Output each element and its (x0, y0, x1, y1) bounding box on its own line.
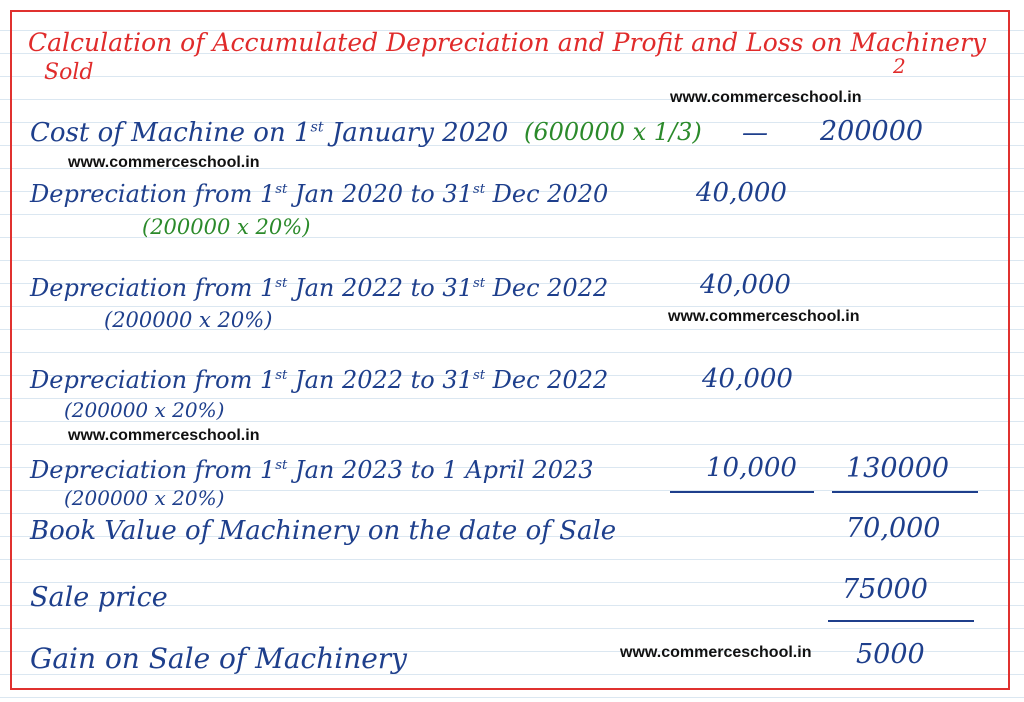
book-value-amount: 70,000 (846, 513, 941, 544)
accumulated-depreciation-total: 130000 (846, 453, 950, 484)
cost-label: Cost of Machine on 1st January 2020 (30, 118, 509, 148)
final-rule (828, 620, 974, 622)
title-line-1: Calculation of Accumulated Depreciation and Profit and Loss on Machinery (28, 28, 987, 57)
depreciation-2020-label: Depreciation from 1st Jan 2020 to 31st Dec 2020 (30, 180, 609, 208)
watermark: www.commerceschool.in (670, 89, 862, 106)
depreciation-2022-value: 40,000 (700, 270, 791, 300)
title-line-2: Sold (44, 60, 94, 85)
gain-amount: 5000 (856, 639, 925, 670)
subtotal-rule (670, 491, 814, 493)
depreciation-2022-note: (200000 x 20%) (104, 308, 273, 332)
cost-value: 200000 (820, 116, 924, 147)
watermark: www.commerceschool.in (668, 308, 860, 325)
depreciation-2020-value: 40,000 (696, 178, 787, 208)
watermark: www.commerceschool.in (68, 427, 260, 444)
cost-dash: — (742, 118, 768, 148)
depreciation-2022b-note: (200000 x 20%) (64, 398, 225, 422)
depreciation-2023-note: (200000 x 20%) (64, 486, 225, 510)
depreciation-2022b-label: Depreciation from 1st Jan 2022 to 31st Dec 2022 (30, 366, 609, 394)
total-rule (832, 491, 978, 493)
gain-label: Gain on Sale of Machinery (30, 642, 408, 675)
depreciation-2020-note: (200000 x 20%) (142, 215, 311, 239)
book-value-label: Book Value of Machinery on the date of Sale (30, 516, 617, 546)
watermark: www.commerceschool.in (620, 644, 812, 661)
sale-price-amount: 75000 (842, 574, 928, 605)
watermark: www.commerceschool.in (68, 154, 260, 171)
title-suffix: 2 (893, 54, 906, 78)
sale-price-label: Sale price (30, 582, 168, 613)
cost-note: (600000 x 1/3) (524, 118, 702, 146)
depreciation-2023-value: 10,000 (706, 453, 797, 483)
depreciation-2023-label: Depreciation from 1st Jan 2023 to 1 April 2023 (30, 456, 594, 484)
depreciation-2022b-value: 40,000 (702, 364, 793, 394)
depreciation-2022-label: Depreciation from 1st Jan 2022 to 31st Dec 2022 (30, 274, 609, 302)
